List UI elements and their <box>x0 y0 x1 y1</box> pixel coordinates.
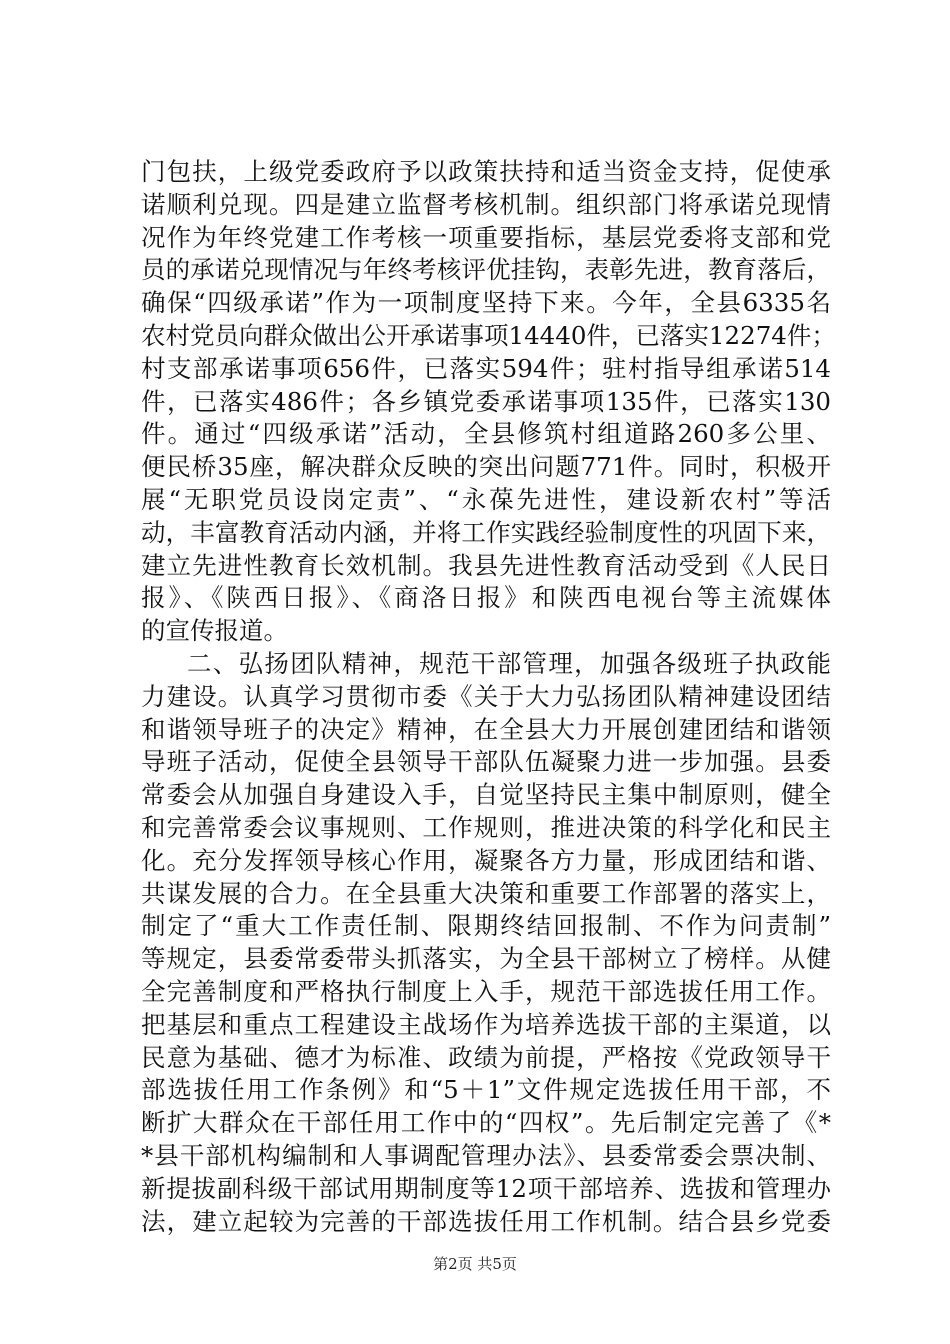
text-line: 民意为基础、德才为标准、政绩为前提，严格按《党政领导干 <box>141 1042 831 1072</box>
text-line: 件，已落实486件；各乡镇党委承诺事项135件，已落实130 <box>141 386 831 416</box>
text-line: 等规定，县委常委带头抓落实，为全县干部树立了榜样。从健 <box>141 944 831 974</box>
text-line: 员的承诺兑现情况与年终考核评优挂钩，表彰先进，教育落后， <box>141 255 831 285</box>
text-line: 断扩大群众在干部任用工作中的“四权”。先后制定完善了《* <box>141 1108 831 1138</box>
paragraph-continued <box>141 156 836 648</box>
text-line: 常委会从加强自身建设入手，自觉坚持民主集中制原则，健全 <box>141 780 831 810</box>
text-line: 化。充分发挥领导核心作用，凝聚各方力量，形成团结和谐、 <box>141 845 831 875</box>
text-line: 诺顺利兑现。四是建立监督考核机制。组织部门将承诺兑现情 <box>141 189 831 219</box>
text-line: 的宣传报道。 <box>141 616 288 646</box>
text-line: 导班子活动，促使全县领导干部队伍凝聚力进一步加强。县委 <box>141 747 831 777</box>
text-line: 制定了“重大工作责任制、限期终结回报制、不作为问责制” <box>141 911 831 941</box>
paragraph-section-two <box>141 648 831 1238</box>
text-line: 况作为年终党建工作考核一项重要指标，基层党委将支部和党 <box>141 222 831 252</box>
text-line: 二、弘扬团队精神，规范干部管理，加强各级班子执政能 <box>187 648 831 678</box>
text-line: 件。通过“四级承诺”活动，全县修筑村组道路260多公里、 <box>141 419 831 449</box>
text-line: 和谐领导班子的决定》精神，在全县大力开展创建团结和谐领 <box>141 714 831 744</box>
text-line: 法，建立起较为完善的干部选拔任用工作机制。结合县乡党委 <box>141 1206 831 1236</box>
text-line: 力建设。认真学习贯彻市委《关于大力弘扬团队精神建设团结 <box>141 681 831 711</box>
text-line: 把基层和重点工程建设主战场作为培养选拔干部的主渠道，以 <box>141 1009 831 1039</box>
text-line: 农村党员向群众做出公开承诺事项14440件，已落实12274件； <box>141 320 836 350</box>
text-line: 报》、《陕西日报》、《商洛日报》和陕西电视台等主流媒体 <box>141 583 831 613</box>
text-line: 确保“四级承诺”作为一项制度坚持下来。今年，全县6335名 <box>141 288 831 318</box>
text-line: 共谋发展的合力。在全县重大决策和重要工作部署的落实上， <box>141 878 831 908</box>
text-line: 建立先进性教育长效机制。我县先进性教育活动受到《人民日 <box>141 550 831 580</box>
page-number-footer: 第2页 共5页 <box>433 1255 517 1273</box>
text-line: 便民桥35座，解决群众反映的突出问题771件。同时，积极开 <box>141 452 831 482</box>
text-line: 和完善常委会议事规则、工作规则，推进决策的科学化和民主 <box>141 812 831 842</box>
text-line: 动，丰富教育活动内涵，并将工作实践经验制度性的巩固下来， <box>141 517 831 547</box>
text-line: 展“无职党员设岗定责”、“永葆先进性，建设新农村”等活 <box>141 484 831 514</box>
text-line: 全完善制度和严格执行制度上入手，规范干部选拔任用工作。 <box>141 976 831 1006</box>
text-line: 村支部承诺事项656件，已落实594件；驻村指导组承诺514 <box>141 353 831 383</box>
text-line: *县干部机构编制和人事调配管理办法》、县委常委会票决制、 <box>141 1140 831 1170</box>
text-line: 部选拔任用工作条例》和“5＋1”文件规定选拔任用干部，不 <box>141 1075 831 1105</box>
text-line: 新提拔副科级干部试用期制度等12项干部培养、选拔和管理办 <box>141 1173 831 1203</box>
text-line: 门包扶，上级党委政府予以政策扶持和适当资金支持，促使承 <box>141 157 831 186</box>
document-body <box>141 156 836 1238</box>
